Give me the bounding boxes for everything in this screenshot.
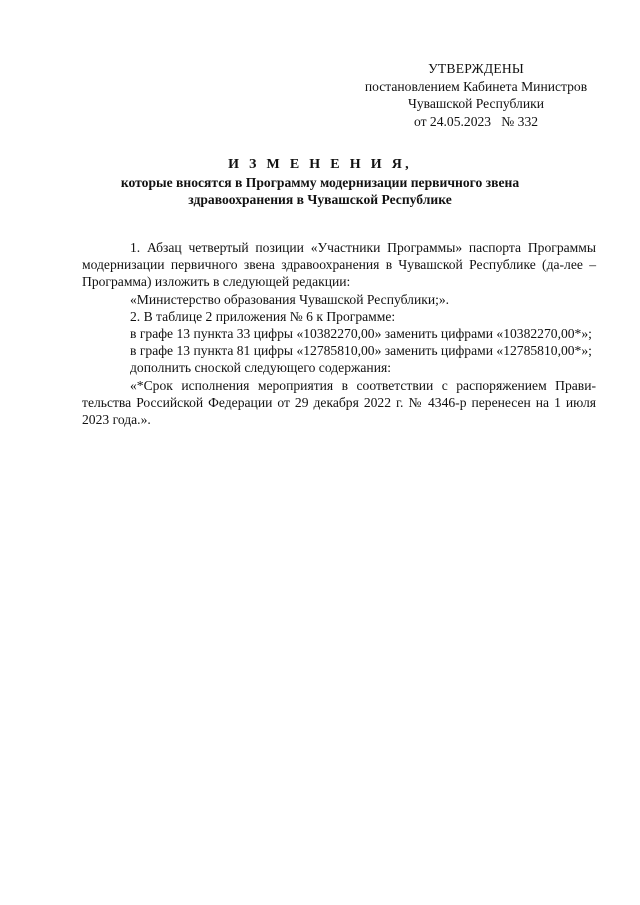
- approval-block: [360, 60, 592, 130]
- document-heading: [82, 156, 558, 209]
- heading-title: И З М Е Н Е Н И Я,: [228, 157, 412, 172]
- paragraph-1: 1. Абзац четвертый позиции «Участники Программы» паспорта Программы модернизации первичного звена здравоохранения в Чувашской Республике (да-лее – Программа) изложить в следующей редакции:: [82, 240, 596, 290]
- paragraph-3: 2. В таблице 2 приложения № 6 к Программе:: [130, 308, 396, 324]
- approval-title: УТВЕРЖДЕНЫ: [428, 61, 524, 76]
- approval-authority: постановлением Кабинета Министров: [364, 78, 588, 94]
- paragraph-2: «Министерство образования Чувашской Республики;».: [130, 291, 450, 307]
- document-body: [82, 239, 596, 428]
- paragraph-5: в графе 13 пункта 81 цифры «12785810,00» заменить цифрами «12785810,00*»;: [130, 343, 592, 359]
- heading-subtitle-line2: здравоохранения в Чувашской Республике: [188, 192, 452, 207]
- approval-republic: Чувашской Республики: [408, 96, 544, 111]
- approval-date-number: от 24.05.2023 № 332: [413, 113, 539, 129]
- heading-subtitle-line1: которые вносятся в Программу модернизации первичного звена: [120, 174, 520, 190]
- paragraph-4: в графе 13 пункта 33 цифры «10382270,00» заменить цифрами «10382270,00*»;: [130, 326, 592, 342]
- paragraph-6: дополнить сноской следующего содержания:: [130, 360, 392, 376]
- paragraph-7: «*Срок исполнения мероприятия в соответствии с распоряжением Прави-тельства Российской Федерации от 29 декабря 2022 г. № 4346-р перенесен на 1 июля 2023 года.».: [82, 377, 596, 428]
